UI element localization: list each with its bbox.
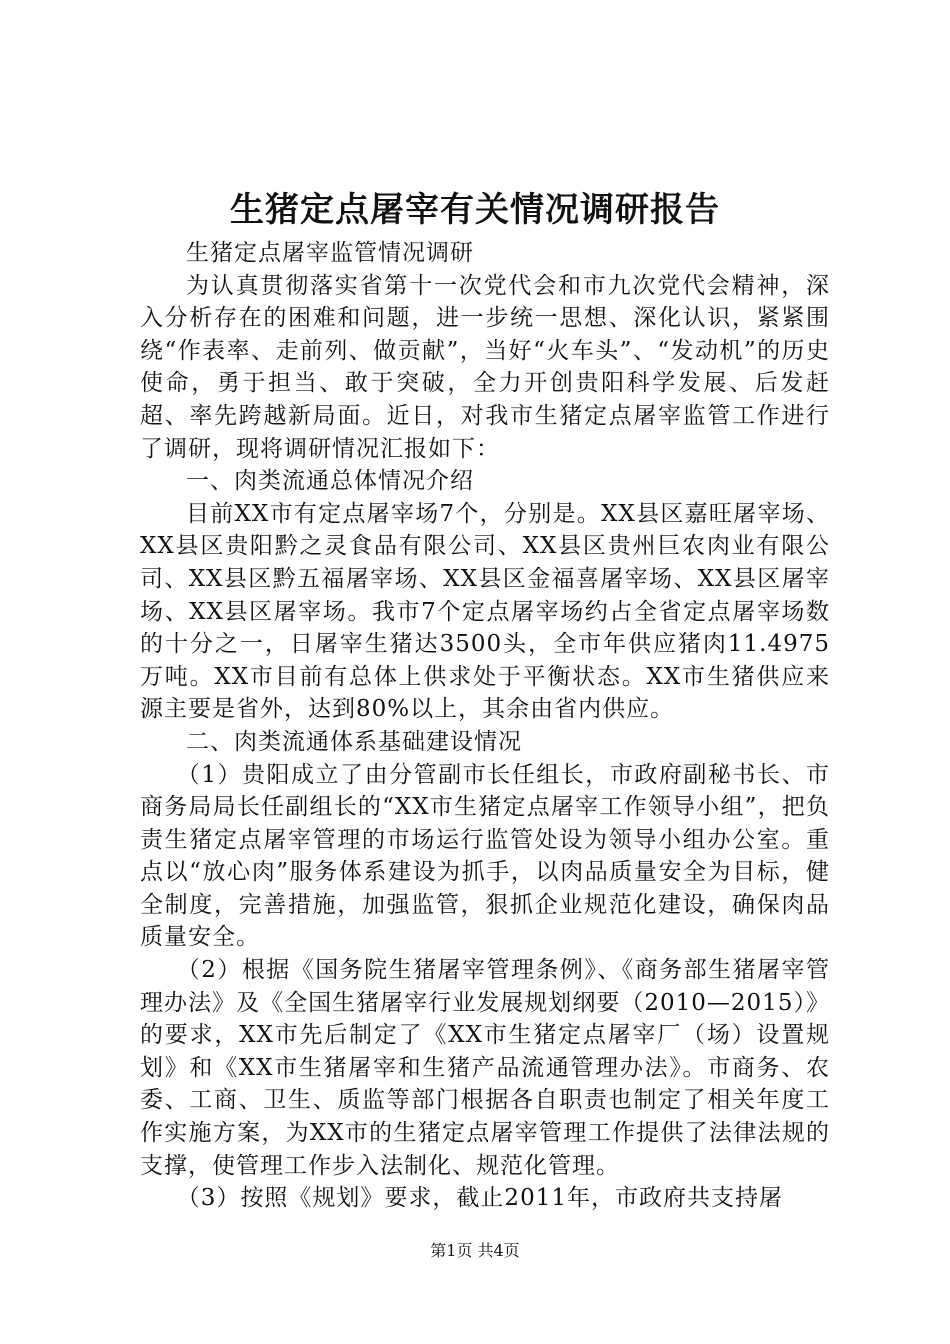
document-title: 生猪定点屠宰有关情况调研报告: [230, 190, 720, 230]
item-1-paragraph: （1）贵阳成立了由分管副市长任组长，市政府副秘书长、市商务局局长任副组长的“XX市生猪定点屠宰工作领导小组”，把负责生猪定点屠宰管理的市场运行监管处设为领导小组办公室。重点以“放心肉”服务体系建设为抓手，以肉品质量安全为目标，健全制度，完善措施，加强监管，狠抓企业规范化建设，确保肉品质量安全。: [140, 761, 830, 951]
item-3-paragraph: （3）按照《规划》要求，截止2011年，市政府共支持屠: [176, 1185, 783, 1212]
item-2-paragraph: （2）根据《国务院生猪屠宰管理条例》、《商务部生猪屠宰管理办法》及《全国生猪屠宰行业发展规划纲要（2010—2015）》的要求，XX市先后制定了《XX市生猪定点屠宰厂（场）设置规划》和《XX市生猪屠宰和生猪产品流通管理办法》。市商务、农委、工商、卫生、质监等部门根据各自职责也制定了相关年度工作实施方案，为XX市的生猪定点屠宰管理工作提供了法律法规的支撑，使管理工作步入法制化、规范化管理。: [140, 957, 830, 1179]
section-heading-2: 二、肉类流通体系基础建设情况: [186, 728, 522, 755]
intro-paragraph: 为认真贯彻落实省第十一次党代会和市九次党代会精神，深入分析存在的困难和问题，进一步统一思想、深化认识，紧紧围绕“作表率、走前列、做贡献”，当好“火车头”、“发动机”的历史使命，勇于担当、敢于突破，全力开创贵阳科学发展、后发赶超、率先跨越新局面。近日，对我市生猪定点屠宰监管工作进行了调研，现将调研情况汇报如下：: [140, 272, 830, 462]
overview-paragraph: 目前XX市有定点屠宰场7个，分别是。XX县区嘉旺屠宰场、XX县区贵阳黔之灵食品有限公司、XX县区贵州巨农肉业有限公司、XX县区黔五福屠宰场、XX县区金福喜屠宰场、XX县区屠宰场、XX县区屠宰场。我市7个定点屠宰场约占全省定点屠宰场数的十分之一，日屠宰生猪达3500头，全市年供应猪肉11.4975万吨。XX市目前有总体上供求处于平衡状态。XX市生猪供应来源主要是省外，达到80%以上，其余由省内供应。: [140, 500, 830, 723]
page-footer: 第1页 共4页: [430, 1241, 520, 1260]
section-heading-1: 一、肉类流通总体情况介绍: [186, 468, 474, 495]
section-subtitle: 生猪定点屠宰监管情况调研: [186, 240, 474, 266]
document-body: [140, 237, 830, 1215]
